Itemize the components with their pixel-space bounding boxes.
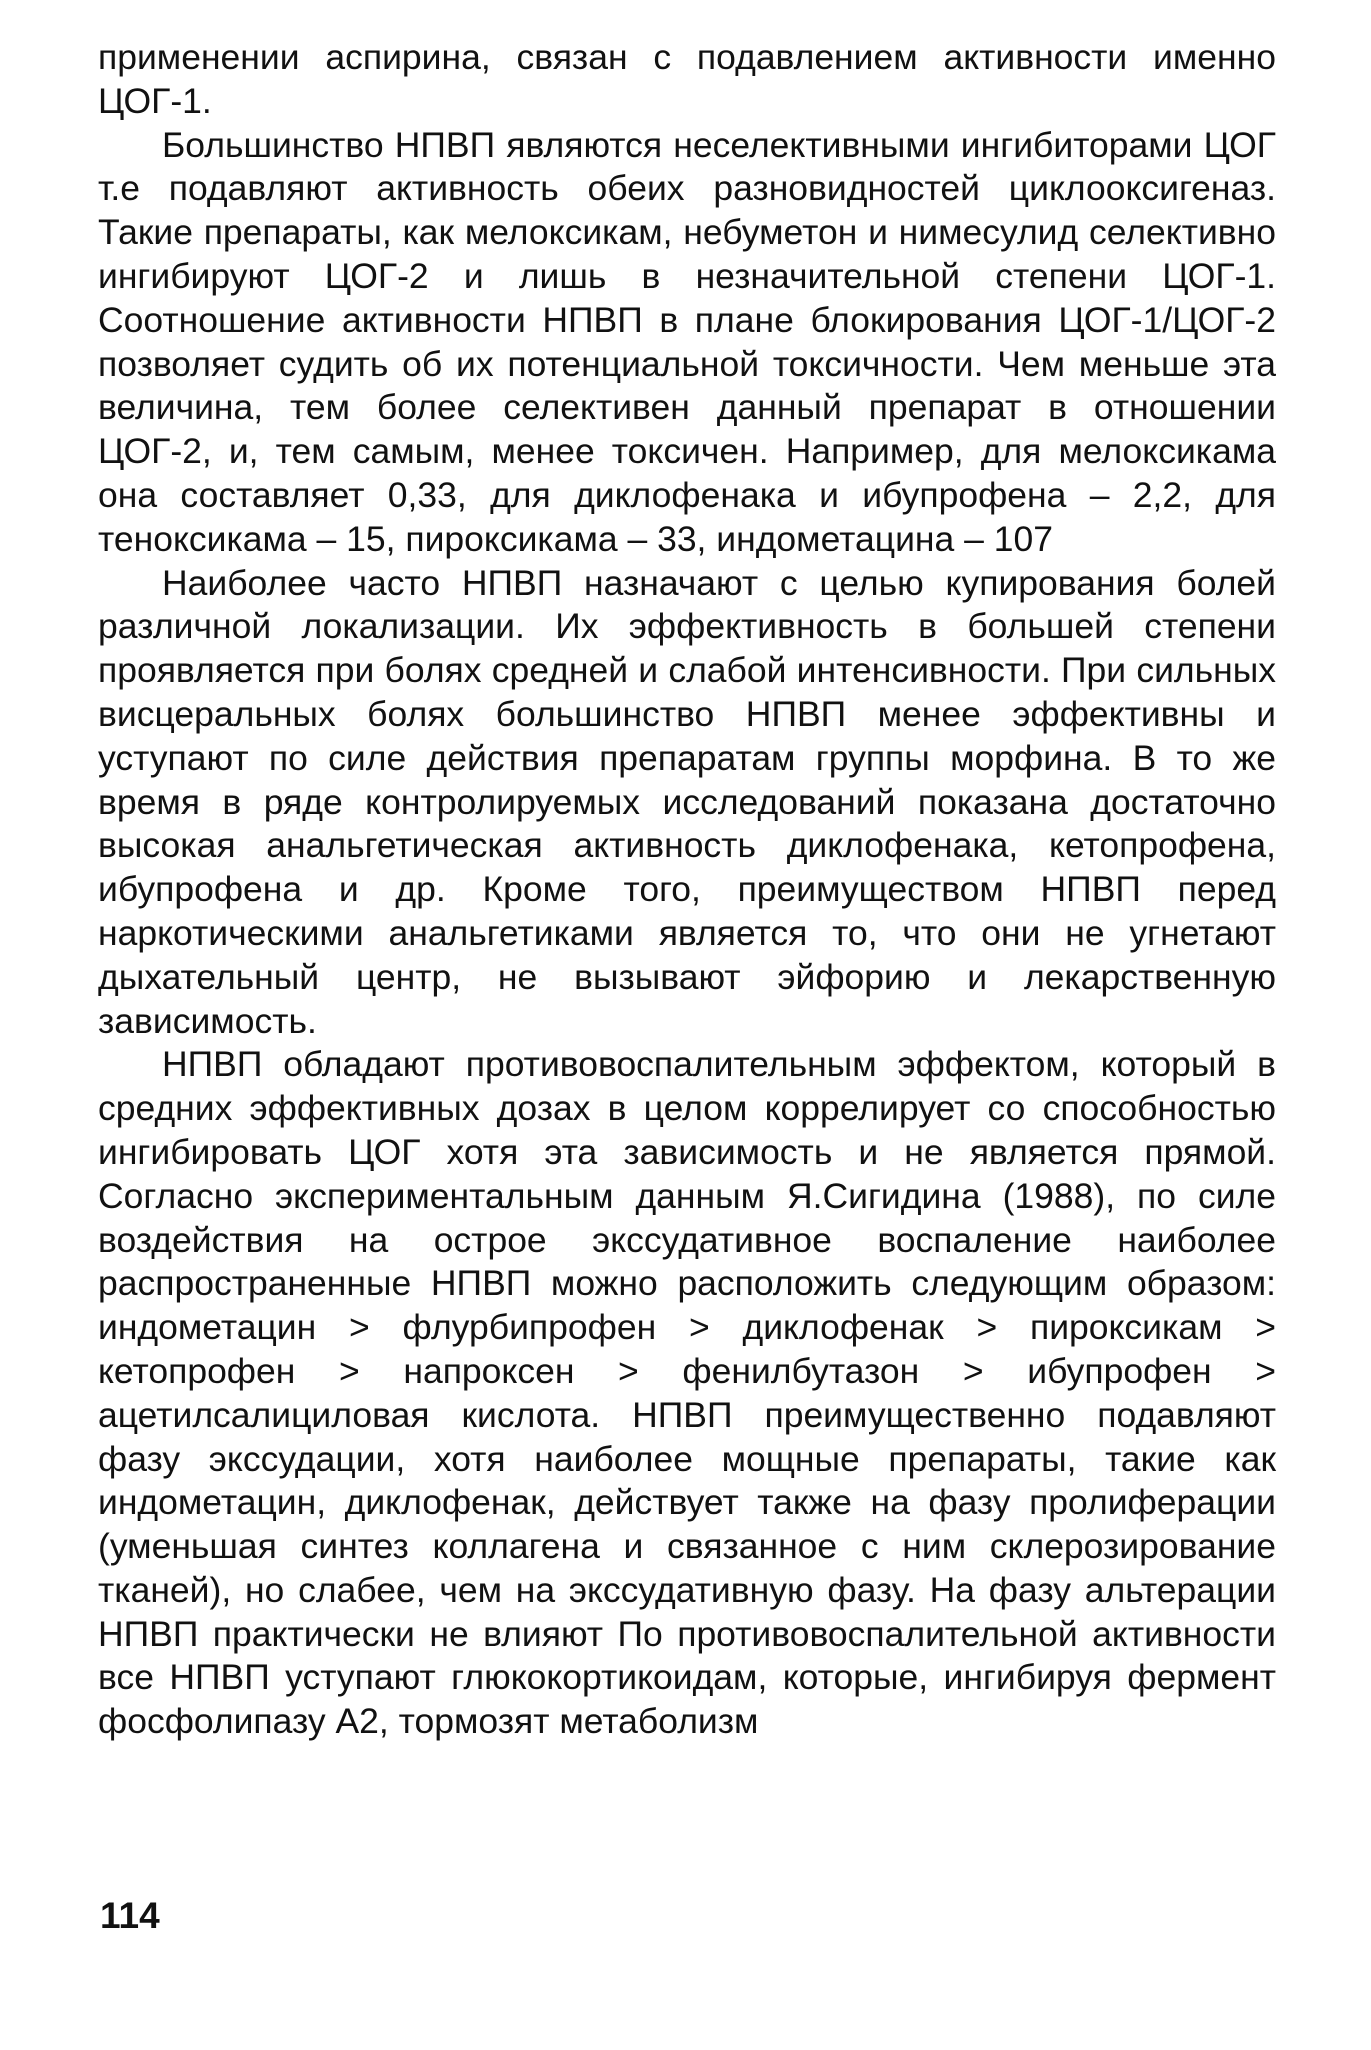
paragraph-analgesic-use: Наиболее часто НПВП назначают с целью купирования болей различной локализации. Их эффективность в большей степени проявляется при болях средней и слабой интенсивности. При сильных висцеральных болях большинство НПВП менее эффективны и уступают по силе действия препаратам группы морфина. В то же время в ряде контролируемых исследований показана достаточно высокая анальгетическая активность диклофенака, кетопрофена, ибупрофена и др. Кроме того, преимуществом НПВП перед наркотическими анальгетиками является то, что они не угнетают дыхательный центр, не вызывают эйфорию и лекарственную зависимость. — [98, 562, 1276, 1041]
page-number: 114 — [100, 1895, 160, 1936]
paragraph-anti-inflammatory: НПВП обладают противовоспалительным эффектом, который в средних эффективных дозах в целом коррелирует со способностью ингибировать ЦОГ хотя эта зависимость и не является прямой. Согласно экспериментальным данным Я.Сигидина (1988), по силе воздействия на острое экссудативное воспаление наиболее распространенные НПВП можно расположить следующим образом: индометацин > флурбипрофен > диклофенак > пироксикам > кетопрофен > напроксен > фенилбутазон > ибупрофен > ацетилсалициловая кислота. НПВП преимущественно подавляют фазу экссудации, хотя наиболее мощные препараты, такие как индометацин, диклофенак, действует также на фазу пролиферации (уменьшая синтез коллагена и связанное с ним склерозирование тканей), но слабее, чем на экссудативную фазу. На фазу альтерации НПВП практически не влияют По противовоспалительной активности все НПВП уступают глюкокортикоидам, которые, ингибируя фермент фосфолипазу А2, тормозят метаболизм — [98, 1044, 1276, 1742]
page-body — [98, 36, 1276, 1744]
paragraph-continuation: применении аспирина, связан с подавлением активности именно ЦОГ-1. — [98, 37, 1276, 121]
paragraph-cox-selectivity: Большинство НПВП являются неселективными ингибиторами ЦОГ т.е подавляют активность обеих разновидностей циклооксигеназ. Такие препараты, как мелоксикам, небуметон и нимесулид селективно ингибируют ЦОГ-2 и лишь в незначительной степени ЦОГ-1. Соотношение активности НПВП в плане блокирования ЦОГ-1/ЦОГ-2 позволяет судить об их потенциальной токсичности. Чем меньше эта величина, тем более селективен данный препарат в отношении ЦОГ-2, и, тем самым, менее токсичен. Например, для мелоксикама она составляет 0,33, для диклофенака и ибупрофена – 2,2, для теноксикама – 15, пироксикама – 33, индометацина – 107 — [98, 124, 1276, 559]
